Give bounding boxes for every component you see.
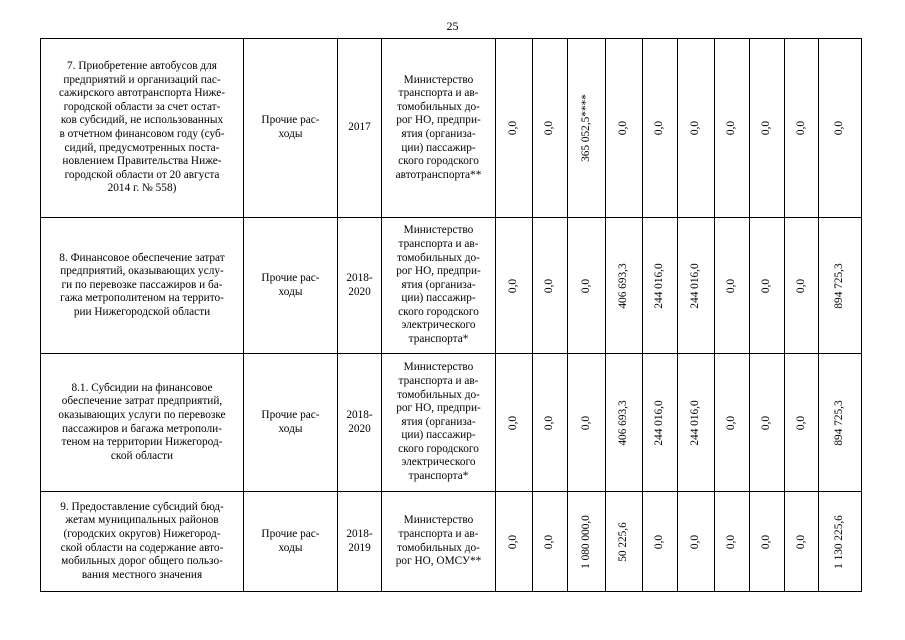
responsible-line: ского городского xyxy=(398,442,479,455)
responsible-line: томобильных до- xyxy=(397,251,480,264)
measure-name-line: предприятий и организаций пас- xyxy=(63,73,221,86)
value-cell xyxy=(568,39,606,218)
expense-type-line: ходы xyxy=(278,128,303,140)
value-text: 0,0 xyxy=(507,534,520,549)
responsible-cell xyxy=(382,218,496,354)
expense-type-line: Прочие рас- xyxy=(261,271,320,284)
measure-name-line: предприятий, оказывающих услу- xyxy=(60,265,224,278)
measure-name-line: 9. Предоставление субсидий бюд- xyxy=(60,500,224,513)
value-text: 0,0 xyxy=(794,120,807,136)
value-text: 244 016,0 xyxy=(689,262,702,309)
measure-name-line: ги по перевозке пассажиров и ба- xyxy=(61,278,223,291)
value-text: 0,0 xyxy=(543,415,556,430)
years-line: 2019 xyxy=(348,541,371,554)
value-cell xyxy=(606,218,643,354)
value-text: 50 225,6 xyxy=(617,521,630,562)
value-cell xyxy=(533,354,568,492)
value-cell xyxy=(533,39,568,218)
responsible-line: Министерство xyxy=(403,514,474,527)
value-cell xyxy=(533,218,568,354)
years-line: 2020 xyxy=(348,285,371,298)
value-text: 244 016,0 xyxy=(653,399,666,446)
value-cell xyxy=(819,354,862,492)
value-cell xyxy=(785,492,819,592)
responsible-line: транспорта и ав- xyxy=(398,237,479,250)
measure-name-line: оказывающих услуги по перевозке xyxy=(58,408,226,421)
measure-name-line: ской области на содержание авто- xyxy=(60,541,224,554)
expense-type-cell xyxy=(244,354,338,492)
measure-name-line: гажа метрополитеном на террито- xyxy=(60,292,224,305)
expense-type-cell xyxy=(244,218,338,354)
table-row xyxy=(41,218,862,354)
value-cell xyxy=(715,354,750,492)
responsible-line: транспорта и ав- xyxy=(398,87,479,100)
measure-name-line: городской области за счет остат- xyxy=(63,100,221,113)
measure-name-line: ков субсидий, не использованных xyxy=(60,114,224,127)
measure-name-line: 8. Финансовое обеспечение затрат xyxy=(59,251,225,264)
responsible-line: рог НО, предпри- xyxy=(396,402,481,415)
years-line: 2020 xyxy=(348,422,371,435)
value-text: 0,0 xyxy=(543,534,556,549)
value-cell xyxy=(785,218,819,354)
value-cell xyxy=(533,492,568,592)
value-text: 0,0 xyxy=(653,120,666,136)
value-cell xyxy=(496,218,533,354)
responsible-line: транспорта и ав- xyxy=(398,374,479,387)
measure-name-line: 2014 г. № 558) xyxy=(107,182,177,195)
value-cell xyxy=(496,492,533,592)
measure-name-line: пассажиров и багажа метрополи- xyxy=(62,422,222,435)
expense-type-line: Прочие рас- xyxy=(261,527,320,540)
value-text: 365 052,5**** xyxy=(579,94,592,162)
measure-name-line: обеспечение затрат предприятий, xyxy=(61,395,223,408)
measure-name-cell xyxy=(41,218,244,354)
value-text: 1 080 000,0 xyxy=(579,514,592,569)
measure-name-cell xyxy=(41,39,244,218)
value-cell xyxy=(606,354,643,492)
responsible-line: томобильных до- xyxy=(397,100,480,113)
value-text: 0,0 xyxy=(725,415,738,430)
value-cell xyxy=(819,218,862,354)
value-cell xyxy=(715,492,750,592)
responsible-line: ятия (организа- xyxy=(401,415,476,428)
value-text: 0,0 xyxy=(689,120,702,136)
responsible-cell xyxy=(382,492,496,592)
years-line: 2018- xyxy=(346,271,373,284)
value-text: 1 130 225,6 xyxy=(833,514,846,569)
years-line: 2018- xyxy=(346,408,373,421)
responsible-line: транспорта* xyxy=(408,333,469,346)
measure-name-cell xyxy=(41,354,244,492)
value-cell xyxy=(785,39,819,218)
expense-type-line: Прочие рас- xyxy=(261,114,320,127)
responsible-cell xyxy=(382,39,496,218)
responsible-line: рог НО, предпри- xyxy=(396,265,481,278)
measure-name-cell xyxy=(41,492,244,592)
years-line: 2017 xyxy=(348,121,371,134)
responsible-line: транспорта и ав- xyxy=(398,527,479,540)
value-text: 894 725,3 xyxy=(833,262,846,309)
value-text: 0,0 xyxy=(543,120,556,136)
value-cell xyxy=(750,39,785,218)
value-cell xyxy=(678,492,715,592)
measure-name-line: вания местного значения xyxy=(81,568,203,581)
table-row xyxy=(41,354,862,492)
measure-name-line: 8.1. Субсидии на финансовое xyxy=(71,381,213,394)
responsible-cell xyxy=(382,354,496,492)
table-row xyxy=(41,39,862,218)
responsible-line: ции) пассажир- xyxy=(401,292,476,305)
measure-name-line: рии Нижегородской области xyxy=(73,305,211,318)
responsible-line: ятия (организа- xyxy=(401,128,476,140)
value-text: 0,0 xyxy=(543,278,556,293)
measure-name-line: ской области xyxy=(110,449,174,462)
value-text: 244 016,0 xyxy=(653,262,666,309)
value-cell xyxy=(568,218,606,354)
value-cell xyxy=(678,354,715,492)
value-text: 0,0 xyxy=(507,415,520,430)
value-cell xyxy=(643,492,678,592)
measure-name-line: мобильных дорог общего пользо- xyxy=(61,555,223,568)
responsible-line: ции) пассажир- xyxy=(401,141,476,154)
value-text: 0,0 xyxy=(579,278,592,293)
measure-name-line: сажирского автотранспорта Ниже- xyxy=(59,87,225,100)
value-text: 0,0 xyxy=(725,278,738,293)
expense-type-cell xyxy=(244,39,338,218)
expense-type-cell xyxy=(244,492,338,592)
expense-type-line: ходы xyxy=(278,422,303,435)
measure-name-line: сидий, предусмотренных поста- xyxy=(64,141,220,154)
value-text: 0,0 xyxy=(507,120,520,136)
value-text: 0,0 xyxy=(689,534,702,549)
responsible-line: электрического xyxy=(401,319,476,332)
value-cell xyxy=(568,354,606,492)
value-cell xyxy=(568,492,606,592)
value-text: 244 016,0 xyxy=(689,399,702,446)
years-cell xyxy=(338,354,382,492)
measure-name-line: 7. Приобретение автобусов для xyxy=(67,60,217,73)
value-text: 0,0 xyxy=(617,120,630,136)
page-number: 25 xyxy=(446,19,459,33)
value-cell xyxy=(750,492,785,592)
value-text: 406 693,3 xyxy=(617,399,630,446)
budget-table xyxy=(40,38,862,592)
responsible-line: ского городского xyxy=(398,155,479,168)
value-cell xyxy=(643,354,678,492)
value-cell xyxy=(678,39,715,218)
responsible-line: рог НО, ОМСУ** xyxy=(395,555,482,568)
value-cell xyxy=(496,39,533,218)
value-cell xyxy=(643,218,678,354)
value-text: 406 693,3 xyxy=(617,262,630,309)
value-cell xyxy=(785,354,819,492)
responsible-line: Министерство xyxy=(403,361,474,374)
responsible-line: ции) пассажир- xyxy=(401,429,476,442)
measure-name-line: в отчетном финансовом году (суб- xyxy=(59,128,225,140)
value-cell xyxy=(750,218,785,354)
value-text: 0,0 xyxy=(507,278,520,293)
value-cell xyxy=(819,39,862,218)
value-cell xyxy=(606,39,643,218)
measure-name-line: жетам муниципальных районов xyxy=(65,514,219,527)
value-text: 0,0 xyxy=(794,278,807,293)
measure-name-line: городской области от 20 августа xyxy=(64,168,220,181)
responsible-line: ского городского xyxy=(398,305,479,318)
responsible-line: электрического xyxy=(401,456,476,469)
value-text: 0,0 xyxy=(760,415,773,430)
responsible-line: томобильных до- xyxy=(397,388,480,401)
measure-name-line: (городских округов) Нижегород- xyxy=(63,527,221,540)
expense-type-line: Прочие рас- xyxy=(261,408,320,421)
value-cell xyxy=(606,492,643,592)
responsible-line: Министерство xyxy=(403,73,474,86)
value-cell xyxy=(819,492,862,592)
value-text: 0,0 xyxy=(794,534,807,549)
years-line: 2018- xyxy=(346,527,373,540)
value-text: 0,0 xyxy=(760,534,773,549)
years-cell xyxy=(338,218,382,354)
measure-name-line: новлением Правительства Ниже- xyxy=(62,155,222,168)
responsible-line: ятия (организа- xyxy=(401,278,476,291)
value-text: 0,0 xyxy=(579,415,592,430)
value-text: 0,0 xyxy=(760,278,773,293)
value-cell xyxy=(750,354,785,492)
value-text: 0,0 xyxy=(725,534,738,549)
value-cell xyxy=(715,39,750,218)
responsible-line: автотранспорта** xyxy=(395,168,482,181)
value-cell xyxy=(678,218,715,354)
expense-type-line: ходы xyxy=(278,285,303,298)
value-text: 0,0 xyxy=(833,120,846,136)
responsible-line: транспорта* xyxy=(408,470,469,483)
table-row xyxy=(41,492,862,592)
value-text: 894 725,3 xyxy=(833,399,846,446)
value-text: 0,0 xyxy=(653,534,666,549)
value-text: 0,0 xyxy=(725,120,738,136)
measure-name-line: теном на территории Нижегород- xyxy=(61,436,223,449)
years-cell xyxy=(338,492,382,592)
value-text: 0,0 xyxy=(794,415,807,430)
value-cell xyxy=(643,39,678,218)
responsible-line: Министерство xyxy=(403,224,474,237)
responsible-line: рог НО, предпри- xyxy=(396,114,481,127)
years-cell xyxy=(338,39,382,218)
value-cell xyxy=(715,218,750,354)
expense-type-line: ходы xyxy=(278,541,303,554)
value-cell xyxy=(496,354,533,492)
value-text: 0,0 xyxy=(760,120,773,136)
responsible-line: томобильных до- xyxy=(397,541,480,554)
